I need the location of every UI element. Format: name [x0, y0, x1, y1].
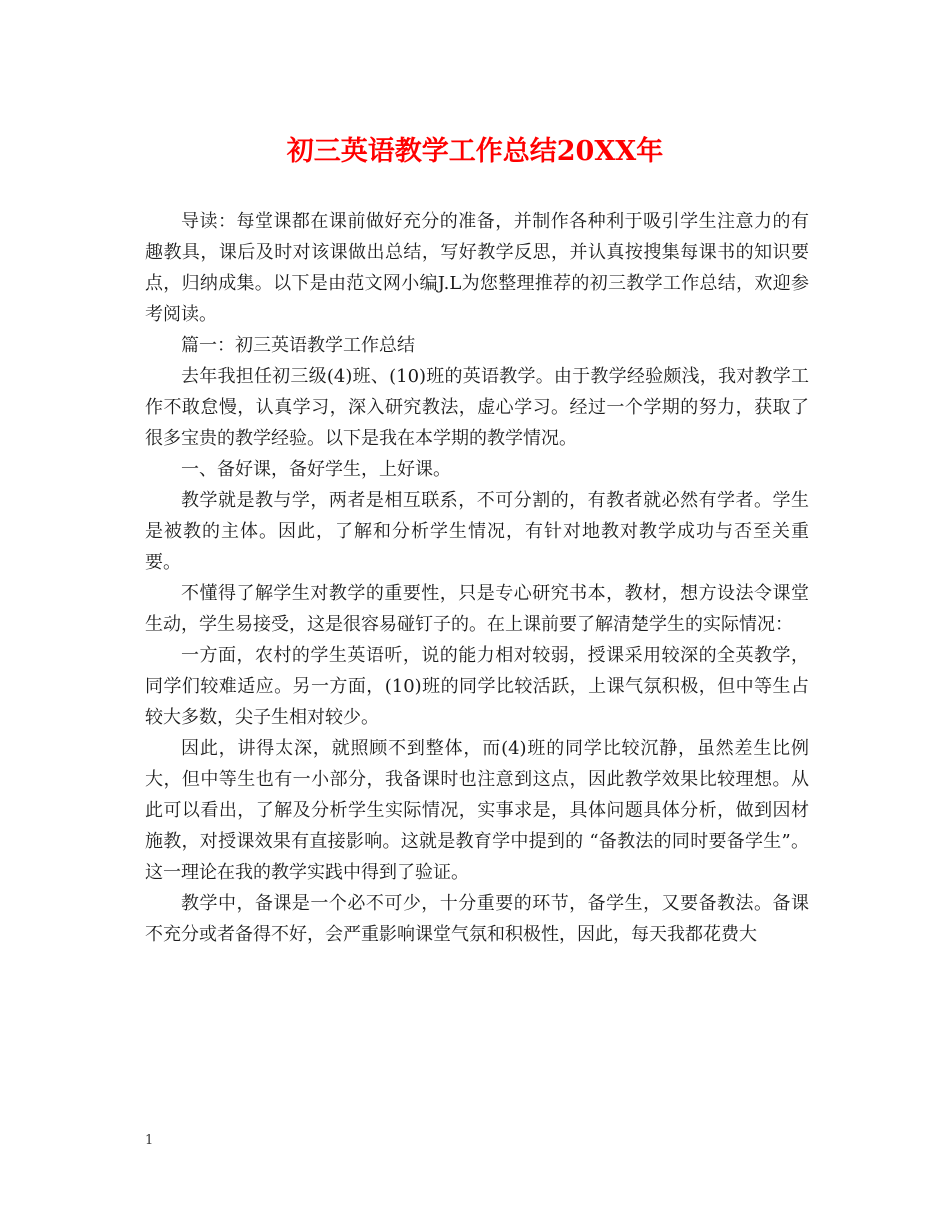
paragraph-heading: 一、备好课，备好学生，上好课。 — [181, 459, 451, 480]
paragraph: 教学就是教与学，两者是相互联系，不可分割的，有教者就必然有学者。学生是被教的主体。因此，了解和分析学生情况，有针对地教对教学成功与否至关重要。 — [145, 490, 809, 573]
paragraph: 去年我担任初三级(4)班、(10)班的英语教学。由于教学经验颇浅，我对教学工作不敢怠慢，认真学习，深入研究教法，虚心学习。经过一个学期的努力，获取了很多宝贵的教学经验。以下是我在本学期的教学情况。 — [145, 366, 809, 449]
paragraph: 教学中，备课是一个必不可少，十分重要的环节，备学生，又要备教法。备课不充分或者备得不好，会严重影响课堂气氛和积极性，因此，每天我都花费大 — [145, 893, 809, 945]
paragraph-intro: 导读：每堂课都在课前做好充分的准备，并制作各种利于吸引学生注意力的有趣教具，课后及时对该课做出总结，写好教学反思，并认真按搜集每课书的知识要点，归纳成集。以下是由范文网小编J.L为您整理推荐的初三教学工作总结，欢迎参考阅读。 — [145, 211, 809, 325]
paragraph-section-title: 篇一：初三英语教学工作总结 — [181, 335, 415, 356]
document-title: 初三英语教学工作总结20XX年 — [286, 136, 664, 167]
paragraph: 不懂得了解学生对教学的重要性，只是专心研究书本，教材，想方设法令课堂生动，学生易接受，这是很容易碰钉子的。在上课前要了解清楚学生的实际情况： — [145, 583, 809, 635]
page-number: 1 — [145, 1133, 154, 1148]
paragraph: 一方面，农村的学生英语听，说的能力相对较弱，授课采用较深的全英教学，同学们较难适应。另一方面，(10)班的同学比较活跃，上课气氛积极，但中等生占较大多数，尖子生相对较少。 — [145, 645, 809, 728]
paragraph: 因此，讲得太深，就照顾不到整体，而(4)班的同学比较沉静，虽然差生比例大，但中等生也有一小部分，我备课时也注意到这点，因此教学效果比较理想。从此可以看出，了解及分析学生实际情况，实事求是，具体问题具体分析，做到因材施教，对授课效果有直接影响。这就是教育学中提到的 “备教法的同时要备学生”。这一理论在我的教学实践中得到了验证。 — [145, 738, 809, 883]
document-body — [145, 206, 809, 950]
